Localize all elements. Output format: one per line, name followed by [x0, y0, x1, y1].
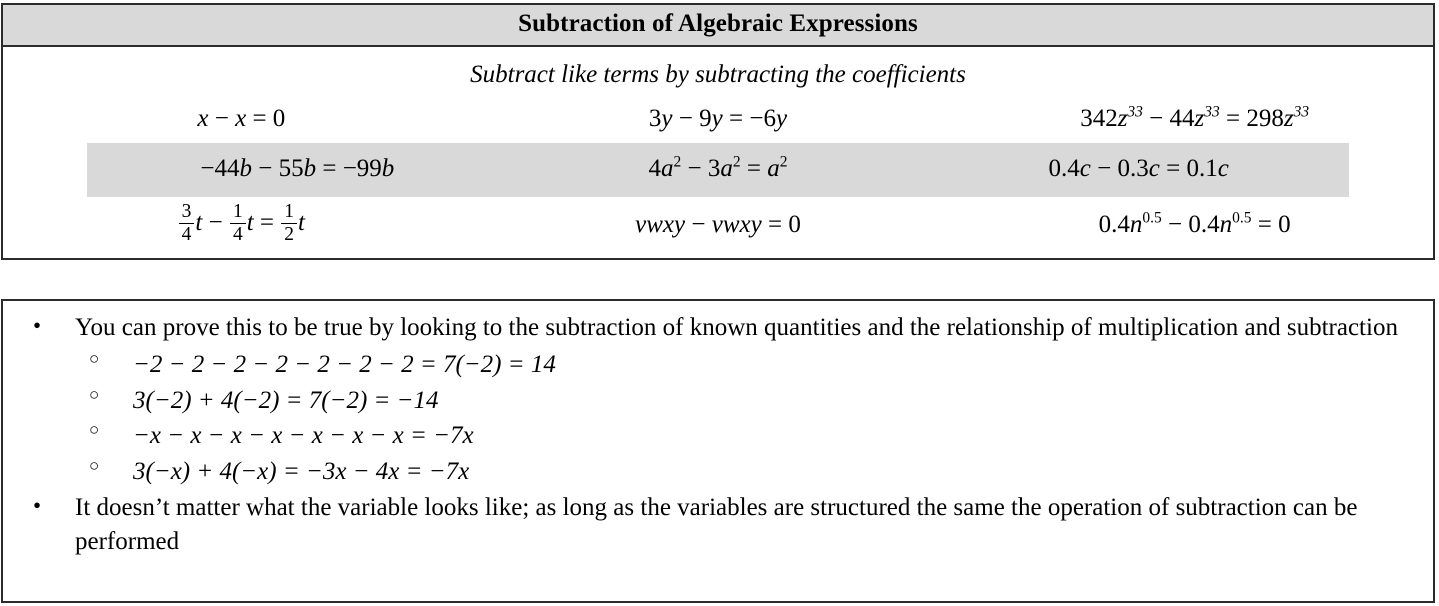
- result: 0: [788, 210, 801, 238]
- exponent-a: 2: [673, 153, 682, 171]
- examples-row-2: [87, 143, 1349, 197]
- operator: −: [1097, 155, 1112, 183]
- coef-b: 9: [699, 105, 712, 133]
- var-a: a: [661, 155, 674, 183]
- var-a: y: [661, 105, 673, 133]
- var-b: n: [1219, 210, 1233, 238]
- equals: =: [728, 105, 744, 133]
- result-exponent: 2: [779, 153, 788, 171]
- numerator: 1: [281, 202, 297, 223]
- equals: =: [1226, 105, 1241, 133]
- var-a: n: [1129, 210, 1143, 238]
- exponent-a: 0.5: [1142, 209, 1162, 227]
- equals: =: [746, 155, 761, 183]
- operator: −: [1149, 105, 1164, 133]
- operator: −: [687, 155, 702, 183]
- fraction-a: [179, 202, 195, 245]
- var-b: b: [303, 155, 317, 183]
- coef-a: 3: [648, 105, 662, 133]
- coef-b: 3: [707, 155, 721, 183]
- coef-a: 4: [648, 155, 661, 183]
- result-var: a: [767, 155, 780, 183]
- sub-note-text: 3(−x) + 4(−x) = −3x − 4x = −7x: [133, 457, 470, 485]
- result-coef: 0.1: [1186, 155, 1218, 183]
- examples-table: [1, 3, 1435, 260]
- result-var: t: [298, 209, 305, 237]
- coef-a: 0.4: [1098, 210, 1130, 238]
- coef-a: 0.4: [1048, 155, 1080, 183]
- equals: =: [767, 210, 783, 238]
- circle-bullet-icon: ○: [89, 455, 100, 475]
- exponent-b: 2: [732, 153, 741, 171]
- numerator: 1: [230, 202, 246, 223]
- circle-bullet-icon: ○: [89, 384, 100, 404]
- var-a: z: [1117, 105, 1128, 133]
- table-title: Subtraction of Algebraic Expressions: [3, 5, 1433, 47]
- sub-note-text: −x − x − x − x − x − x − x = −7x: [133, 422, 474, 449]
- operator: −: [208, 209, 223, 237]
- denominator: 4: [232, 223, 243, 245]
- result-var: c: [1217, 155, 1229, 183]
- example-cell-r1c1: [3, 97, 480, 143]
- result-coef: −6: [749, 105, 776, 133]
- result-coef: −99: [342, 155, 382, 183]
- term-a: x: [197, 105, 209, 133]
- notes-box: [1, 299, 1435, 603]
- coef-b: 0.4: [1188, 210, 1220, 238]
- example-cell-r3c1: [3, 197, 480, 258]
- fraction-b: [230, 202, 246, 245]
- result-exponent: 33: [1293, 103, 1310, 121]
- operator: −: [214, 105, 229, 133]
- numerator: 3: [179, 202, 195, 223]
- var-b: c: [1148, 155, 1160, 183]
- coef-a: 342: [1080, 105, 1118, 133]
- equals: =: [1257, 210, 1272, 238]
- result: 0: [1278, 210, 1291, 238]
- result-var: z: [1283, 105, 1294, 133]
- var-b: t: [246, 209, 254, 237]
- exponent-b: 0.5: [1232, 209, 1252, 227]
- circle-bullet-icon: ○: [89, 349, 100, 368]
- sub-notes-list: [75, 347, 1419, 489]
- operator: −: [1168, 210, 1183, 238]
- examples-row-3: [3, 197, 1433, 258]
- sub-note-1: [75, 347, 1419, 383]
- equals: =: [322, 155, 337, 183]
- note-text-line-1: It doesn’t matter what the variable looks like; as long as the variables are structured the same the: [75, 494, 1042, 521]
- example-cell-r2c1: [87, 143, 508, 197]
- examples-row-2-wrap: [87, 143, 1349, 197]
- bullet-icon: •: [33, 313, 42, 338]
- coef-b: 0.3: [1117, 155, 1149, 183]
- note-text-line-2: multiplication and subtraction: [1098, 314, 1398, 341]
- note-bullet-1: [17, 311, 1419, 489]
- exponent-a: 33: [1127, 103, 1143, 121]
- term-a: vwxy: [635, 210, 686, 238]
- fraction-result: [281, 202, 297, 245]
- equals: =: [252, 105, 267, 133]
- coef-b: 55: [278, 155, 304, 183]
- var-a: b: [239, 155, 252, 183]
- examples-row-1: [3, 97, 1433, 143]
- examples-row-1-grid: [3, 97, 1433, 143]
- table-subtitle: Subtract like terms by subtracting the coefficients: [470, 60, 966, 88]
- note-text-line-2: operation of subtraction can be performed: [75, 494, 1358, 555]
- coef-b: 44: [1169, 105, 1195, 133]
- var-a: c: [1079, 155, 1091, 183]
- result-var: b: [381, 155, 395, 183]
- result: 0: [272, 105, 286, 133]
- examples-row-2-grid: [87, 143, 1349, 197]
- example-cell-r2c2: [508, 143, 929, 197]
- operator: −: [678, 105, 693, 133]
- note-bullet-2: [17, 491, 1419, 559]
- var-a: t: [195, 209, 203, 237]
- var-b: a: [720, 155, 733, 183]
- term-b: vwxy: [711, 210, 762, 238]
- example-cell-r1c3: [956, 97, 1433, 143]
- examples-row-3-grid: [3, 197, 1433, 258]
- example-cell-r1c2: [480, 97, 957, 143]
- example-cell-r3c2: [480, 197, 957, 258]
- sub-note-2: [75, 383, 1419, 419]
- sub-note-4: [75, 454, 1419, 490]
- var-b: z: [1194, 105, 1205, 133]
- notes-list: [17, 311, 1419, 559]
- note-text-line-1: You can prove this to be true by looking to the subtraction of known quantities and the relationship of: [75, 314, 1092, 341]
- example-cell-r3c3: [956, 197, 1433, 258]
- sub-note-text: −2 − 2 − 2 − 2 − 2 − 2 − 2 = 7(−2) = 14: [133, 351, 556, 378]
- equals: =: [259, 209, 275, 237]
- circle-bullet-icon: ○: [89, 420, 100, 439]
- term-b: x: [235, 105, 247, 133]
- denominator: 2: [284, 223, 295, 245]
- bullet-icon: •: [33, 493, 42, 518]
- coef-a: −44: [200, 155, 240, 183]
- operator: −: [691, 210, 706, 238]
- equals: =: [1166, 155, 1181, 183]
- example-cell-r2c3: [928, 143, 1349, 197]
- sub-note-3: [75, 418, 1419, 454]
- result-coef: 298: [1246, 105, 1284, 133]
- operator: −: [258, 155, 273, 183]
- result-var: y: [775, 105, 788, 133]
- var-b: y: [711, 105, 723, 133]
- denominator: 4: [181, 223, 192, 245]
- exponent-b: 33: [1204, 103, 1220, 121]
- sub-note-text: 3(−2) + 4(−2) = 7(−2) = −14: [133, 386, 439, 414]
